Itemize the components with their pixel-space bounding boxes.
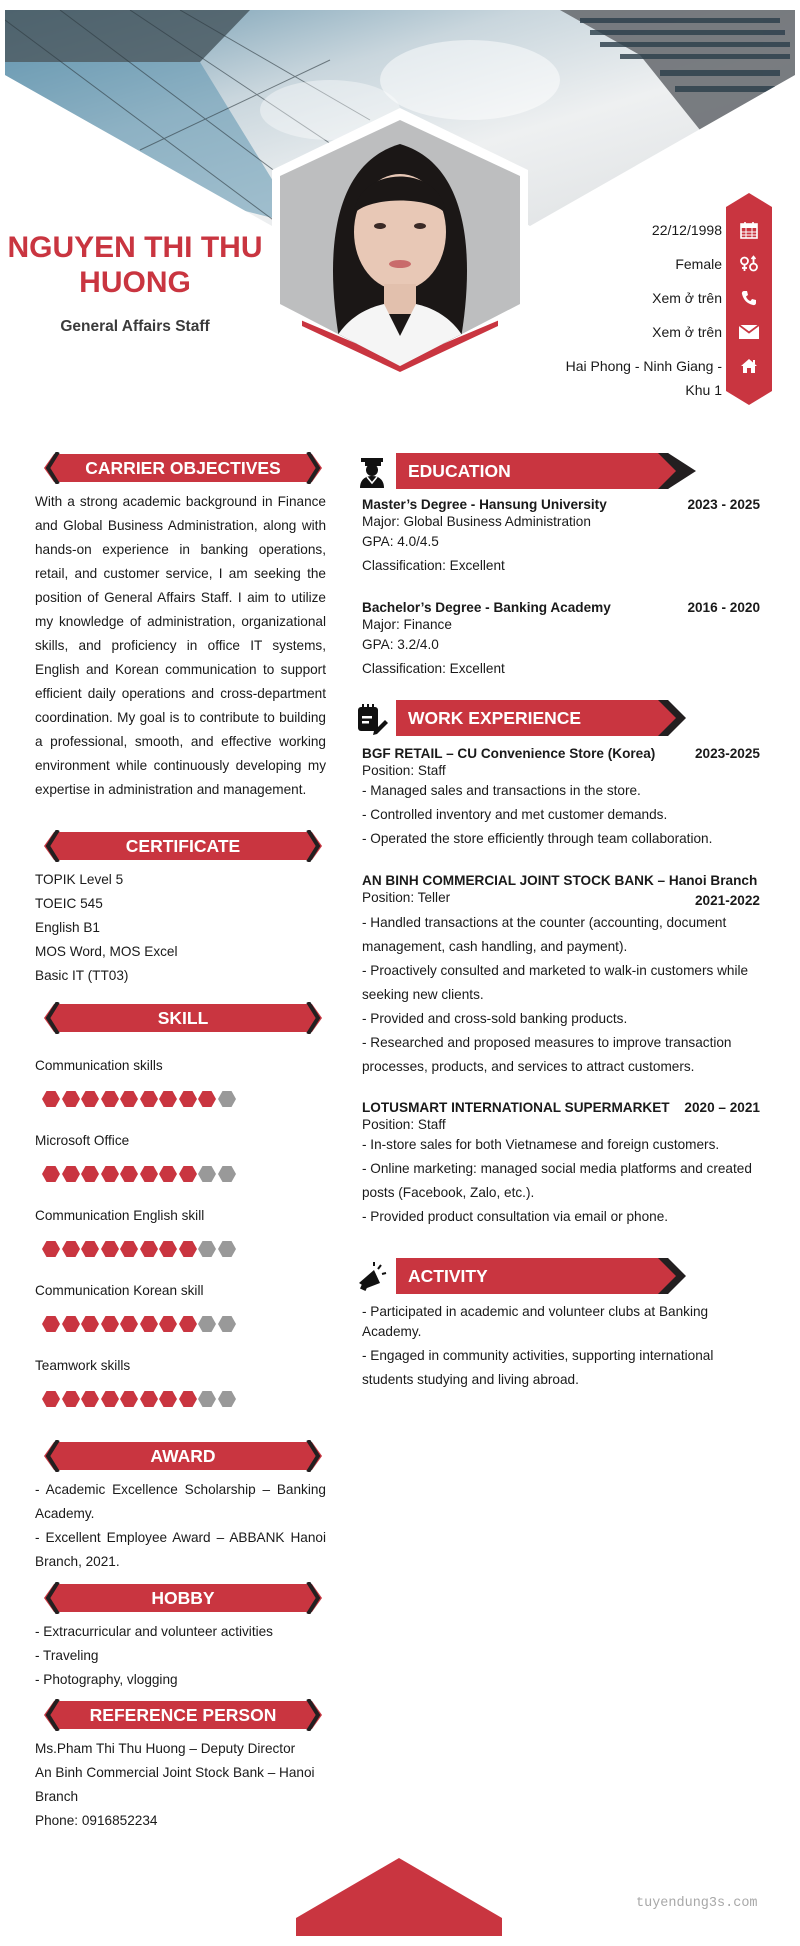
skill-label: Communication English skill [35, 1208, 205, 1223]
contact-email: Xem ở trên [652, 324, 722, 340]
skill-dot-filled [81, 1166, 99, 1182]
skill-dot-filled [198, 1091, 216, 1107]
work-duties [362, 1133, 762, 1229]
skill-dot-filled [101, 1241, 119, 1257]
footer-decoration [296, 1858, 502, 1936]
home-icon [737, 354, 761, 378]
section-header-reference [44, 1699, 322, 1731]
certificate-item: Basic IT (TT03) [35, 968, 129, 983]
skill-dot-filled [42, 1241, 60, 1257]
work-duty: - Researched and proposed measures to improve transaction processes, products, and services to attract customers. [362, 1035, 732, 1074]
award-item: - Excellent Employee Award – ABBANK Hanoi Branch, 2021. [35, 1530, 326, 1569]
work-duty: - In-store sales for both Vietnamese and foreign customers. [362, 1137, 720, 1152]
candidate-name-line2: HUONG [79, 266, 191, 299]
activity-item: - Engaged in community activities, supporting international students studying and living abroad. [362, 1348, 714, 1387]
certificate-item: English B1 [35, 920, 100, 935]
certificate-item: TOEIC 545 [35, 896, 103, 911]
skill-dot-filled [140, 1316, 158, 1332]
work-company: LOTUSMART INTERNATIONAL SUPERMARKET [362, 1100, 670, 1115]
work-company: AN BINH COMMERCIAL JOINT STOCK BANK – Hanoi Branch [362, 873, 758, 888]
education-classification: Classification: Excellent [362, 661, 505, 676]
award-item: - Academic Excellence Scholarship – Banking Academy. [35, 1482, 326, 1521]
skill-dot-filled [120, 1091, 138, 1107]
skill-dot-empty [218, 1241, 236, 1257]
hobby-item: - Photography, vlogging [35, 1672, 178, 1687]
phone-icon [737, 286, 761, 310]
skill-dot-filled [62, 1166, 80, 1182]
envelope-icon [737, 320, 761, 344]
profile-photo [262, 104, 538, 376]
education-classification: Classification: Excellent [362, 558, 505, 573]
activity-item: - Participated in academic and volunteer clubs at Banking Academy. [362, 1304, 709, 1339]
skill-dot-filled [120, 1166, 138, 1182]
education-gpa: GPA: 4.0/4.5 [362, 534, 439, 549]
section-title-education: EDUCATION [408, 461, 511, 481]
skill-dot-filled [81, 1391, 99, 1407]
objectives-text: With a strong academic background in Finance and Global Business Administration, along with hands-on experience in banking operations, retail, and customer service, I am seeking the position of General Affairs Staff. I aim to utilize my knowledge of administration, organizational skills, and proficiency in office IT systems, English and Korean communication to support efficient daily operations and cross-department coordination. My goal is to contribute to building a professional, smooth, and effective working environment while continuously developing my expertise in administration and management. [35, 494, 326, 797]
skill-dot-filled [140, 1391, 158, 1407]
skill-dot-filled [42, 1166, 60, 1182]
skill-label: Teamwork skills [35, 1358, 131, 1373]
calendar-icon [737, 218, 761, 242]
skill-dot-filled [120, 1241, 138, 1257]
skill-dot-filled [179, 1091, 197, 1107]
activity-list [362, 1302, 742, 1392]
skill-dot-filled [179, 1241, 197, 1257]
section-header-activity [356, 1258, 696, 1294]
skill-dot-filled [81, 1316, 99, 1332]
reference-phone: Phone: 0916852234 [35, 1813, 158, 1828]
work-position: Position: Staff [362, 763, 446, 778]
reference-company: An Binh Commercial Joint Stock Bank – Hanoi Branch [35, 1765, 315, 1804]
hobby-item: - Traveling [35, 1648, 99, 1663]
skill-dot-filled [159, 1091, 177, 1107]
candidate-name [0, 230, 270, 300]
contact-address [566, 354, 722, 402]
section-title-award: AWARD [150, 1446, 216, 1466]
skill-dot-filled [101, 1166, 119, 1182]
contact-birthdate: 22/12/1998 [651, 222, 722, 238]
work-duty: - Operated the store efficiently through team collaboration. [362, 831, 713, 846]
candidate-role: General Affairs Staff [60, 318, 210, 335]
megaphone-icon [356, 1261, 388, 1293]
education-years: 2023 - 2025 [687, 497, 760, 512]
skill-dot-filled [179, 1391, 197, 1407]
skill-dot-filled [140, 1166, 158, 1182]
skill-dot-filled [140, 1241, 158, 1257]
section-title-hobby: HOBBY [151, 1588, 215, 1608]
skill-dot-filled [159, 1391, 177, 1407]
work-years: 2020 – 2021 [684, 1100, 760, 1115]
skill-dot-filled [62, 1091, 80, 1107]
skill-dot-filled [81, 1241, 99, 1257]
skill-dot-empty [198, 1316, 216, 1332]
section-header-work [356, 700, 696, 736]
skill-dot-filled [140, 1091, 158, 1107]
skill-label: Communication Korean skill [35, 1283, 204, 1298]
education-school: Master’s Degree - Hansung University [362, 497, 607, 512]
work-duty: - Proactively consulted and marketed to walk-in customers while seeking new clients. [362, 963, 749, 1002]
skill-dot-filled [159, 1241, 177, 1257]
certificate-item: TOPIK Level 5 [35, 872, 124, 887]
section-header-award [44, 1440, 322, 1472]
gender-icon [737, 252, 761, 276]
section-header-objectives [44, 452, 322, 484]
skill-label: Communication skills [35, 1058, 163, 1073]
skill-dot-filled [179, 1316, 197, 1332]
work-duty: - Handled transactions at the counter (accounting, document management, cash handling, and payment). [362, 915, 727, 954]
skill-dot-filled [42, 1391, 60, 1407]
education-major: Major: Global Business Administration [362, 514, 591, 529]
contact-phone: Xem ở trên [652, 290, 722, 306]
section-title-objectives: CARRIER OBJECTIVES [85, 458, 281, 478]
section-header-hobby [44, 1582, 322, 1614]
work-years: 2023-2025 [694, 746, 760, 761]
work-position: Position: Teller [362, 890, 451, 905]
skill-dot-filled [120, 1316, 138, 1332]
skill-dot-filled [101, 1091, 119, 1107]
skill-label: Microsoft Office [35, 1133, 130, 1148]
education-years: 2016 - 2020 [687, 600, 760, 615]
contact-gender: Female [675, 256, 722, 272]
skill-dot-filled [62, 1241, 80, 1257]
reference-name: Ms.Pham Thi Thu Huong – Deputy Director [35, 1741, 296, 1756]
section-title-reference: REFERENCE PERSON [89, 1705, 277, 1725]
work-duty: - Provided and cross-sold banking products. [362, 1011, 628, 1026]
work-company: BGF RETAIL – CU Convenience Store (Korea) [362, 746, 656, 761]
education-gpa: GPA: 3.2/4.0 [362, 637, 439, 652]
notepad-pen-icon [356, 703, 388, 735]
reference-details [35, 1737, 326, 1833]
graduate-icon [356, 456, 388, 488]
watermark: tuyendung3s.com [636, 1896, 758, 1911]
skill-dot-empty [218, 1166, 236, 1182]
education-major: Major: Finance [362, 617, 452, 632]
award-list [35, 1478, 326, 1574]
work-duties [362, 779, 762, 851]
skill-dot-filled [159, 1316, 177, 1332]
work-years: 2021-2022 [694, 893, 760, 908]
skill-dot-filled [62, 1316, 80, 1332]
skill-dot-empty [218, 1091, 236, 1107]
contact-address-line1: Hai Phong - Ninh Giang - [565, 358, 722, 374]
section-title-skill: SKILL [157, 1008, 209, 1028]
skill-dot-filled [81, 1091, 99, 1107]
section-title-certificate: CERTIFICATE [125, 836, 241, 856]
section-title-activity: ACTIVITY [408, 1266, 488, 1286]
skill-dot-filled [101, 1391, 119, 1407]
section-header-skill [44, 1002, 322, 1034]
skill-dot-empty [198, 1391, 216, 1407]
work-duty: - Controlled inventory and met customer demands. [362, 807, 668, 822]
skill-dot-filled [179, 1166, 197, 1182]
contact-address-line2: Khu 1 [685, 382, 722, 398]
skill-dot-filled [101, 1316, 119, 1332]
skill-dot-filled [120, 1391, 138, 1407]
skill-dot-empty [218, 1316, 236, 1332]
skill-dot-filled [42, 1316, 60, 1332]
candidate-name-line1: NGUYEN THI THU [7, 231, 263, 264]
certificate-item: MOS Word, MOS Excel [35, 944, 178, 959]
work-duty: - Provided product consultation via email or phone. [362, 1209, 669, 1224]
skill-dot-empty [198, 1241, 216, 1257]
hobby-item: - Extracurricular and volunteer activities [35, 1624, 273, 1639]
skill-dot-empty [218, 1391, 236, 1407]
work-duty: - Managed sales and transactions in the store. [362, 783, 641, 798]
work-duties [362, 911, 762, 1079]
hobby-list [35, 1620, 326, 1692]
skill-dot-filled [42, 1091, 60, 1107]
certificate-list [35, 868, 326, 988]
section-title-work: WORK EXPERIENCE [408, 708, 582, 728]
section-header-education [356, 453, 696, 489]
section-header-certificate [44, 830, 322, 862]
education-school: Bachelor’s Degree - Banking Academy [362, 600, 611, 615]
work-position: Position: Staff [362, 1117, 446, 1132]
skill-dot-filled [159, 1166, 177, 1182]
skill-dot-empty [198, 1166, 216, 1182]
work-duty: - Online marketing: managed social media platforms and created posts (Facebook, Zalo, etc.). [362, 1161, 752, 1200]
skill-dot-filled [62, 1391, 80, 1407]
